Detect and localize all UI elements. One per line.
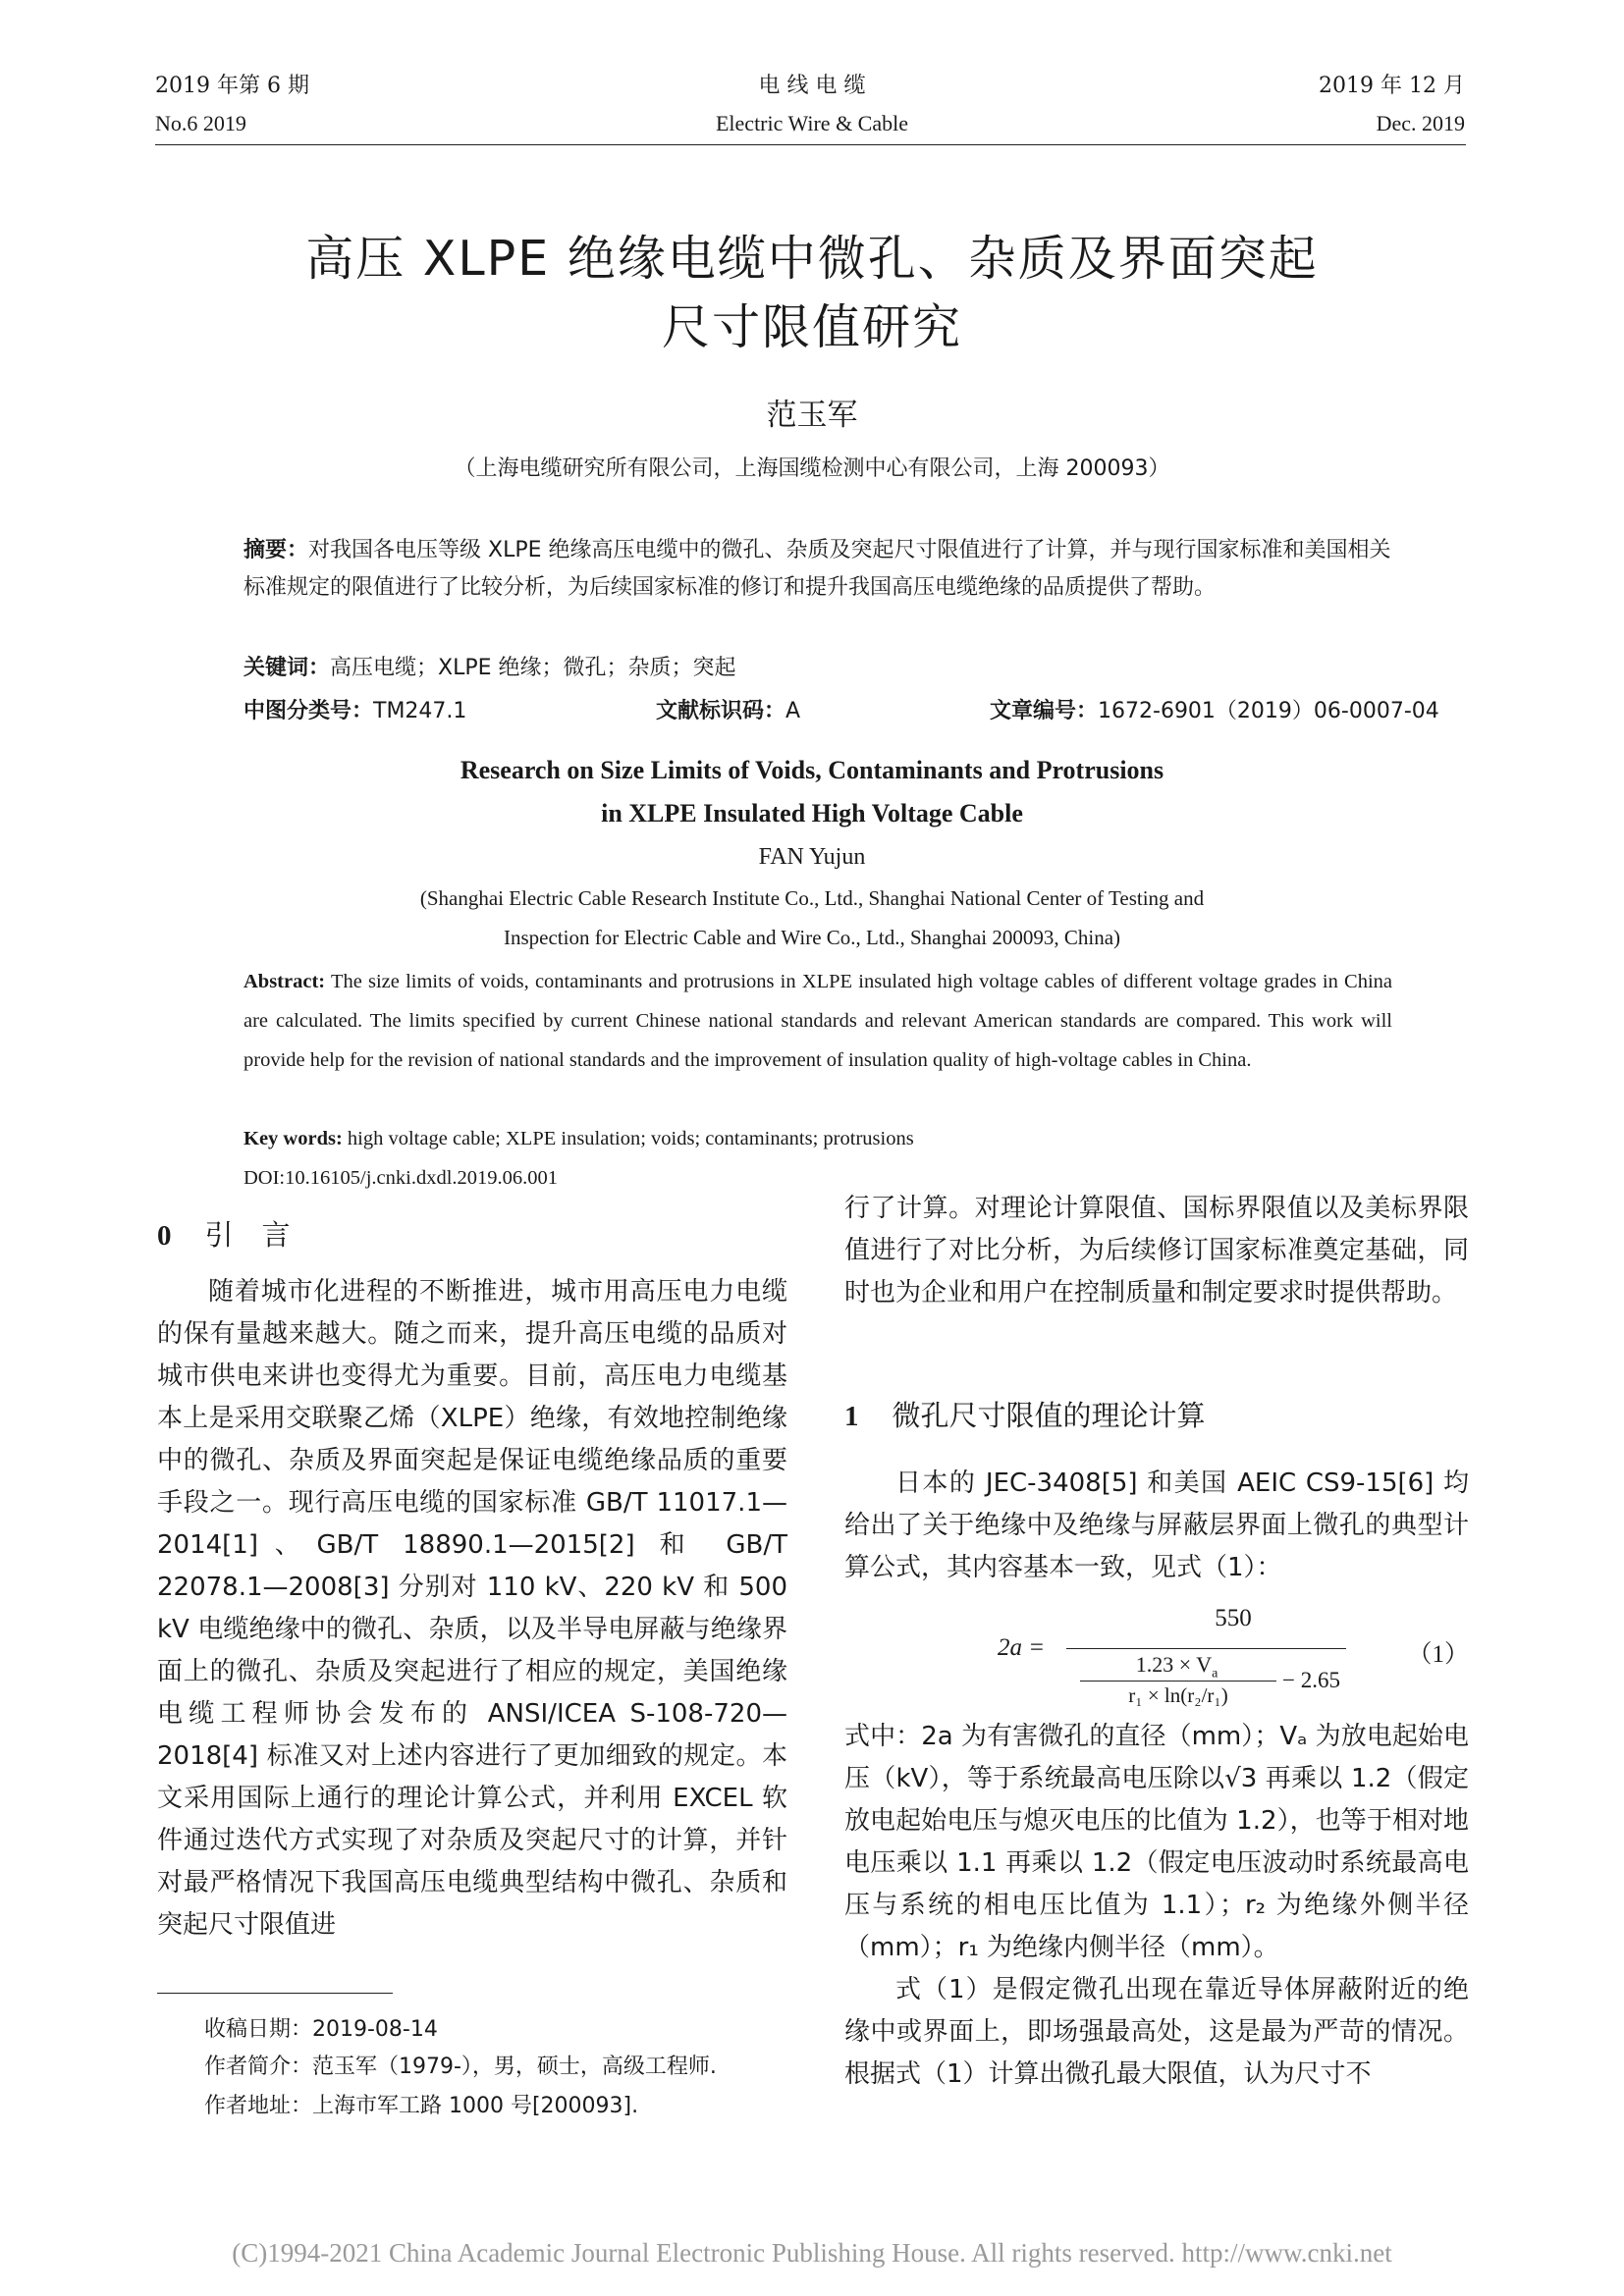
section-1-heading: 1 微孔尺寸限值的理论计算 bbox=[844, 1399, 1206, 1432]
formula-intro-paragraph: 日本的 JEC-3408[5] 和美国 AEIC CS9-15[6] 均给出了关于绝缘中及绝缘与屏蔽层界面上微孔的典型计算公式，其内容基本一致，见式（1）： bbox=[844, 1468, 1469, 1582]
formula-lhs: 2a = bbox=[998, 1634, 1046, 1661]
en-title-line2: in XLPE Insulated High Voltage Cable bbox=[601, 799, 1023, 828]
left-column bbox=[157, 1271, 787, 1947]
section-0-heading: 0 引 言 bbox=[157, 1218, 291, 1252]
abstract-en-text: The size limits of voids, contaminants and protrusions in XLPE insulated high voltage cables of different voltage grades in China are calculated. The limits specified by current Chinese national standards and relevant American standards are compared. This work will provide help for the revision of national standards and the improvement of insulation quality of high-voltage cables in China. bbox=[244, 971, 1392, 1071]
header-date-cn: 2019 年 12 月 bbox=[1319, 74, 1465, 98]
keywords-cn bbox=[244, 650, 1397, 687]
abstract-cn-text: 对我国各电压等级 XLPE 绝缘高压电缆中的微孔、杂质及突起尺寸限值进行了计算，并与现行国家标准和美国相关标准规定的限值进行了比较分析，为后续国家标准的修订和提升我国高压电缆绝缘的品质提供了帮助。 bbox=[244, 538, 1391, 600]
formula-explanation-paragraph: 式（1）是假定微孔出现在靠近导体屏蔽附近的绝缘中或界面上，即场强最高处，这是最为严苛的情况。根据式（1）计算出微孔最大限值，认为尺寸不 bbox=[844, 1975, 1469, 2089]
header-journal-cn: 电 线 电 缆 bbox=[758, 74, 866, 98]
intro-paragraph: 随着城市化进程的不断推进，城市用高压电力电缆的保有量越来越大。随之而来，提升高压电缆的品质对城市供电来讲也变得尤为重要。目前，高压电力电缆基本上是采用交联聚乙烯（XLPE）绝缘，有效地控制绝缘中的微孔、杂质及界面突起是保证电缆绝缘品质的重要手段之一。现行高压电缆的国家标准 GB/T 11017.1—2014[1]、GB/T 18890.1—2015[2] 和 GB/T 22078.1—2008[3] 分别对 110 kV、220 kV 和 500 kV 电缆绝缘中的微孔、杂质，以及半导电屏蔽与绝缘界面上的微孔、杂质及突起进行了相应的规定，美国绝缘电缆工程师协会发布的 ANSI/ICEA S-108-720—2018[4] 标准又对上述内容进行了更加细致的规定。本文采用国际上通行的理论计算公式，并利用 EXCEL 软件通过迭代方式实现了对杂质及突起尺寸的计算，并针对最严格情况下我国高压电缆典型结构中微孔、杂质和突起尺寸限值进 bbox=[157, 1277, 787, 1940]
formula-inner-numerator: $1.23 \times V_a$ bbox=[1135, 1652, 1218, 1682]
formula-inner-denominator: r₁ × ln(r₂/r₁) bbox=[1128, 1683, 1228, 1707]
right-column-top bbox=[844, 1188, 1469, 1314]
en-affiliation-line1: (Shanghai Electric Cable Research Institute Co., Ltd., Shanghai National Center of Testing and bbox=[419, 886, 1205, 910]
formula-number: （1） bbox=[1407, 1641, 1469, 1668]
keywords-cn-text: 高压电缆；XLPE 绝缘；微孔；杂质；突起 bbox=[330, 656, 736, 680]
right-column-formula-intro bbox=[844, 1463, 1469, 1589]
right-paragraph-continued: 行了计算。对理论计算限值、国标界限值以及美标界限值进行了对比分析，为后续修订国家标准奠定基础，同时也为企业和用户在控制质量和制定要求时提供帮助。 bbox=[844, 1194, 1469, 1308]
en-title-line1: Research on Size Limits of Voids, Contaminants and Protrusions bbox=[460, 756, 1164, 784]
footnote-rule bbox=[157, 1993, 393, 1994]
formula-variables-paragraph: 式中：2a 为有害微孔的直径（mm）；Vₐ 为放电起始电压（kV），等于系统最高电压除以√3 再乘以 1.2（假定放电起始电压与熄灭电压的比值为 1.2），也等于相对地电压乘以 1.1 再乘以 1.2（假定电压波动时系统最高电压与系统的相电压比值为 1.1）；r₂ 为绝缘外侧半径（mm）；r₁ 为绝缘内侧半径（mm）。 bbox=[844, 1722, 1469, 1962]
clc-code: 中图分类号：TM247.1 bbox=[244, 699, 467, 723]
formula-inner-bar bbox=[1080, 1681, 1276, 1682]
footnote-address: 作者地址：上海市军工路 1000 号[200093]. bbox=[204, 2094, 639, 2118]
right-column-bottom bbox=[844, 1716, 1469, 2096]
keywords-en bbox=[244, 1119, 1392, 1158]
doi: DOI:10.16105/j.cnki.dxdl.2019.06.001 bbox=[244, 1167, 559, 1189]
paper-title-line2: 尺寸限值研究 bbox=[661, 299, 962, 355]
header-issue-en: No.6 2019 bbox=[155, 111, 246, 135]
abstract-cn bbox=[244, 532, 1397, 607]
paper-title-line1: 高压 XLPE 绝缘电缆中微孔、杂质及界面突起 bbox=[305, 231, 1319, 287]
header-date-en: Dec. 2019 bbox=[1376, 111, 1465, 135]
author-affiliation: （上海电缆研究所有限公司，上海国缆检测中心有限公司，上海 200093） bbox=[454, 456, 1170, 481]
author-name: 范玉军 bbox=[766, 398, 858, 433]
header-rule bbox=[155, 144, 1466, 145]
header-journal-en: Electric Wire & Cable bbox=[715, 111, 908, 135]
copyright-footer: (C)1994-2021 China Academic Journal Electronic Publishing House. All rights reserved. http://www.cnki.net bbox=[232, 2238, 1392, 2268]
footnote-received: 收稿日期：2019-08-14 bbox=[204, 2017, 438, 2042]
keywords-en-label: Key words: bbox=[244, 1128, 343, 1149]
en-author: FAN Yujun bbox=[758, 844, 866, 870]
footnote-bio: 作者简介：范玉军（1979-），男，硕士，高级工程师. bbox=[204, 2055, 717, 2079]
abstract-en-label: Abstract: bbox=[244, 971, 326, 992]
formula-main-bar bbox=[1066, 1648, 1346, 1649]
keywords-en-text: high voltage cable; XLPE insulation; voids; contaminants; protrusions bbox=[347, 1128, 914, 1149]
keywords-cn-label: 关键词： bbox=[244, 656, 331, 680]
abstract-cn-label: 摘要： bbox=[244, 538, 309, 562]
header-issue-cn: 2019 年第 6 期 bbox=[155, 74, 309, 98]
formula-1 bbox=[998, 1605, 1469, 1713]
article-number: 文章编号：1672-6901（2019）06-0007-04 bbox=[990, 699, 1439, 723]
formula-minus-term: − 2.65 bbox=[1282, 1668, 1340, 1692]
formula-numerator: 550 bbox=[1215, 1605, 1252, 1631]
en-affiliation-line2: Inspection for Electric Cable and Wire Co., Ltd., Shanghai 200093, China) bbox=[503, 926, 1121, 949]
doc-code: 文献标识码：A bbox=[656, 699, 801, 723]
abstract-en bbox=[244, 962, 1392, 1080]
